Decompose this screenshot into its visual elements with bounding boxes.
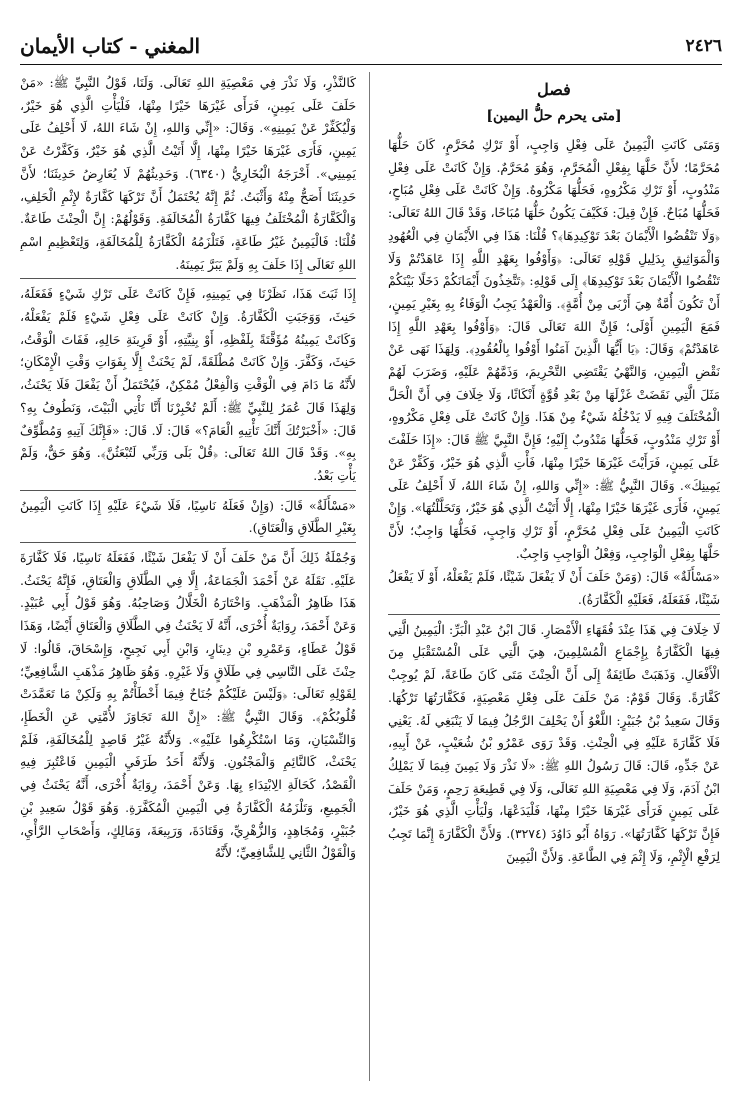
left-column (20, 72, 356, 1081)
column-divider (369, 72, 370, 1081)
paragraph: كَالنَّذْرِ، وَلَا نَذْرَ فِي مَعْصِيَةِ اللهِ تَعَالَى. وَلَنَا، قَوْلُ النَّبِيِّ ﷺ: «مَنْ حَلَفَ عَلَى يَمِينٍ، فَرَأَى غَيْرَهَا خَيْرًا مِنْهَا، فَلْيَأْتِ الَّذِي هُوَ خَيْرٌ، وَلْيُكَفِّرْ عَنْ يَمِينِهِ». وَقَالَ: «إِنِّي وَاللهِ، إِنْ شَاءَ اللهُ، لَا أَحْلِفُ عَلَى يَمِينٍ، فَأَرَى غَيْرَهَا خَيْرًا مِنْهَا، إِلَّا أَتَيْتُ الَّذِي هُوَ خَيْرٌ، وَكَفَّرْتُ عَنْ يَمِينِي». أَخْرَجَهُ الْبُخَارِيُّ (٦٣٤٠). وَحَدِيثُهُمْ لَا يُعَارِضُ حَدِيثَنَا؛ لأَنَّ حَدِيثَنَا أَصَحُّ مِنْهُ وَأَثْبَتُ. ثُمَّ إِنَّهُ يُحْتَمَلُ أَنَّ تَرْكَهَا كَفَّارَةٌ لإِثْمِ الْحَلِفِ، وَالْكَفَّارَةُ الْمُخْتَلَفُ فِيهَا كَفَّارَةُ الْمُخَالَفَةِ. وَقَوْلُهُمْ: إِنَّ الْحِنْثَ طَاعَةٌ. قُلْنَا: فَالْيَمِينُ غَيْرُ طَاعَةٍ، فَتَلْزَمُهُ الْكَفَّارَةُ لِلْمُخَالَفَةِ، وَلِتَعْظِيمِ اسْمِ اللهِ تَعَالَى إِذَا حَلَفَ بِهِ وَلَمْ يَبَرَّ يَمِينَهُ. (20, 72, 356, 279)
section-subheading: [متى يحرم حلُّ اليمين] (486, 108, 622, 124)
masala-paragraph: «مَسْأَلَةٌ» قَالَ: (وَمَنْ حَلَفَ أَنْ لَا يَفْعَلَ شَيْئًا، فَلَمْ يَفْعَلْهُ، أَوْ لَا يَفْعَلُ شَيْئًا، فَفَعَلَهُ، فَعَلَيْهِ الْكَفَّارَةُ). (388, 566, 720, 614)
paragraph: لَا خِلَافَ فِي هَذَا عِنْدَ فُقَهَاءِ الْأَمْصَارِ. قَالَ ابْنُ عَبْدِ الْبَرِّ: الْيَمِينُ الَّتِي فِيهَا الْكَفَّارَةُ بِإِجْمَاعِ الْمُسْلِمِينَ، هِيَ الَّتِي عَلَى الْمُسْتَقْبَلِ مِنَ الْأَفْعَالِ. وَذَهَبَتْ طَائِفَةٌ إِلَى أَنَّ الْحِنْثَ مَتَى كَانَ طَاعَةً، لَمْ يُوجِبْ كَفَّارَةً. وَقَالَ قَوْمٌ: مَنْ حَلَفَ عَلَى فِعْلِ مَعْصِيَةٍ، فَكَفَّارَتُهَا تَرْكُهَا. وَقَالَ سَعِيدُ بْنُ جُبَيْرٍ: اللَّغْوُ أَنْ يَحْلِفَ الرَّجُلُ فِيمَا لَا يَنْبَغِي لَهُ. يَعْنِي فَلَا كَفَّارَةَ عَلَيْهِ فِي الْحِنْثِ. وَقَدْ رَوَى عَمْرُو بْنُ شُعَيْبٍ، عَنْ أَبِيهِ، عَنْ جَدِّهِ، قَالَ: قَالَ رَسُولُ اللهِ ﷺ: «لَا نَذْرَ وَلَا يَمِينَ فِيمَا لَا يَمْلِكُ ابْنُ آدَمَ، وَلَا فِي مَعْصِيَةِ اللهِ تَعَالَى، وَلَا فِي قَطِيعَةِ رَحِمٍ، وَمَنْ حَلَفَ عَلَى يَمِينٍ فَرَأَى غَيْرَهَا خَيْرًا مِنْهَا، فَلْيَدَعْهَا، وَلْيَأْتِ الَّذِي هُوَ خَيْرٌ، فَإِنَّ تَرْكَهَا كَفَّارَتُهَا». رَوَاهُ أَبُو دَاوُدَ (٣٢٧٤). وَلأَنَّ الْكَفَّارَةَ إِنَّمَا تَجِبُ لِرَفْعِ الْإِثْمِ، وَلَا إِثْمَ فِي الطَّاعَةِ. وَلأَنَّ الْيَمِينَ (388, 621, 720, 864)
paragraph: وَمَتَى كَانَتِ الْيَمِينُ عَلَى فِعْلِ وَاجِبٍ، أَوْ تَرْكِ مُحَرَّمٍ، كَانَ حَلُّهَا مُحَرَّمًا؛ لأَنَّ حَلَّهَا بِفِعْلِ الْمُحَرَّمِ، وَهُوَ مُحَرَّمٌ. وَإِنْ كَانَتْ عَلَى فِعْلِ مَنْدُوبٍ، أَوْ تَرْكِ مَكْرُوهٍ، فَحَلُّهَا مَكْرُوهٌ. وَإِنْ كَانَتْ عَلَى فِعْلِ مُبَاحٍ، فَحَلُّهَا مُبَاحٌ. فَإِنْ قِيلَ: فَكَيْفَ يَكُونُ حَلُّهَا مُبَاحًا، وَقَدْ قَالَ اللهُ تَعَالَى: ﴿وَلَا تَنْقُضُوا الْأَيْمَانَ بَعْدَ تَوْكِيدِهَا﴾؟ قُلْنَا: هَذَا فِي الأَيْمَانِ فِي الْعُهُودِ وَالْمَوَاثِيقِ بِدَلِيلِ قَوْلِهِ تَعَالَى: ﴿وَأَوْفُوا بِعَهْدِ اللَّهِ إِذَا عَاهَدْتُمْ وَلَا تَنْقُضُوا الْأَيْمَانَ بَعْدَ تَوْكِيدِهَا﴾ إِلَى قَوْلِهِ: ﴿تَتَّخِذُونَ أَيْمَانَكُمْ دَخَلًا بَيْنَكُمْ أَنْ تَكُونَ أُمَّةٌ هِيَ أَرْبَى مِنْ أُمَّةٍ﴾. وَالْعَهْدُ يَجِبُ الْوَفَاءُ بِهِ بِغَيْرِ يَمِينٍ، فَمَعَ الْيَمِينِ أَوْلَى؛ فَإِنَّ اللهَ تَعَالَى قَالَ: ﴿وَأَوْفُوا بِعَهْدِ اللَّهِ إِذَا عَاهَدْتُمْ﴾ وَقَالَ: ﴿يَا أَيُّهَا الَّذِينَ آمَنُوا أَوْفُوا بِالْعُقُودِ﴾. وَلِهَذَا نَهَى عَنْ نَقْضِ الْيَمِينِ، وَالنَّهْيُ يَقْتَضِي التَّحْرِيمَ، وَذَمَّهُمْ عَلَيْهِ، وَضَرَبَ لَهُمْ مَثَلَ الَّتِي نَقَضَتْ غَزْلَهَا مِنْ بَعْدِ قُوَّةٍ أَنْكَاثًا، وَلَا خِلَافَ فِي أَنَّ الْحَلَّ الْمُخْتَلَفَ فِيهِ لَا يَدْخُلُهُ شَيْءٌ مِنْ هَذَا. وَإِنْ كَانَتْ عَلَى فِعْلِ مَكْرُوهٍ، أَوْ تَرْكِ مَنْدُوبٍ، فَحَلُّهَا مَنْدُوبٌ إِلَيْهِ؛ فَإِنَّ النَّبِيَّ ﷺ قَالَ: «إِذَا حَلَفْتَ عَلَى يَمِينٍ، فَرَأَيْتَ غَيْرَهَا خَيْرًا مِنْهَا، فَأْتِ الَّذِي هُوَ خَيْرٌ، وَكَفِّرْ عَنْ يَمِينِكَ». وَقَالَ النَّبِيُّ ﷺ: «إِنِّي وَاللهِ، إِنْ شَاءَ اللهُ، لَا أَحْلِفُ عَلَى يَمِينٍ، فَأَرَى غَيْرَهَا خَيْرًا مِنْهَا، إِلَّا أَتَيْتُ الَّذِي هُوَ خَيْرٌ، وَتَحَلَّلْتُهَا». وَإِنْ كَانَتِ الْيَمِينُ عَلَى فِعْلِ مُحَرَّمٍ، أَوْ تَرْكِ وَاجِبٍ، فَحَلُّهَا وَاجِبٌ؛ لأَنَّ حَلَّهَا بِفِعْلِ الْوَاجِبِ، وَفِعْلُ الْوَاجِبِ وَاجِبٌ. (388, 137, 720, 561)
masala-paragraph: «مَسْأَلَةٌ» قَالَ: (وَإِنْ فَعَلَهُ نَاسِيًا، فَلَا شَيْءَ عَلَيْهِ إِذَا كَانَتِ الْيَمِينُ بِغَيْرِ الطَّلَاقِ وَالْعَتَاقِ). (20, 495, 356, 543)
page-number: ٢٤٢٦ (685, 36, 722, 56)
section-heading: فصل (537, 80, 571, 99)
paragraph: إِذَا ثَبَتَ هَذَا، نَظَرْنَا فِي يَمِينِهِ، فَإِنْ كَانَتْ عَلَى تَرْكِ شَيْءٍ فَفَعَلَهُ، حَنِثَ، وَوَجَبَتِ الْكَفَّارَةُ. وَإِنْ كَانَتْ عَلَى فِعْلِ شَيْءٍ فَلَمْ يَفْعَلْهُ، وَكَانَتْ يَمِينُهُ مُؤَقَّتَةً بِلَفْظِهِ، أَوْ بِنِيَّتِهِ، أَوْ قَرِينَةِ حَالِهِ، فَفَاتَ الْوَقْتُ، حَنِثَ، وَكَفَّرَ. وَإِنْ كَانَتْ مُطْلَقَةً، لَمْ يَحْنَثْ إِلَّا بِفَوَاتِ وَقْتِ الْإِمْكَانِ؛ لأَنَّهُ مَا دَامَ فِي الْوَقْتِ وَالْفِعْلُ مُمْكِنٌ، فَيُحْتَمَلُ أَنْ يَفْعَلَ فَلَا يَحْنَثُ، وَلِهَذَا قَالَ عُمَرُ لِلنَّبِيِّ ﷺ: أَلَمْ تُخْبِرْنَا أَنَّا نَأْتِي الْبَيْتَ، وَنَطُوفُ بِهِ؟ قَالَ: «أَخْبَرْتُكَ أَنَّكَ تَأْتِيهِ الْعَامَ؟» قَالَ: لَا. قَالَ: «فَإِنَّكَ آتِيهِ وَمُطَّوِّفٌ بِهِ». وَقَدْ قَالَ اللهُ تَعَالَى: ﴿قُلْ بَلَى وَرَبِّي لَتُبْعَثُنَّ﴾. وَهُوَ حَقٌّ، وَلَمْ يَأْتِ بَعْدُ. (20, 283, 356, 490)
running-title: المغني - كتاب الأيمان (20, 34, 201, 58)
paragraph: وَجُمْلَةُ ذَلِكَ أَنَّ مَنْ حَلَفَ أَنْ لَا يَفْعَلَ شَيْئًا، فَفَعَلَهُ نَاسِيًا، فَلَا كَفَّارَةَ عَلَيْهِ. نَقَلَهُ عَنْ أَحْمَدَ الْجَمَاعَةُ، إِلَّا فِي الطَّلَاقِ وَالْعَتَاقِ، فَإِنَّهُ يَحْنَثُ. هَذَا ظَاهِرُ الْمَذْهَبِ. وَاخْتَارَهُ الْخَلَّالُ وَصَاحِبُهُ. وَهُوَ قَوْلُ أَبِي عُبَيْدٍ. وَعَنْ أَحْمَدَ، رِوَايَةٌ أُخْرَى، أَنَّهُ لَا يَحْنَثُ فِي الطَّلَاقِ وَالْعَتَاقِ أَيْضًا، وَهَذَا قَوْلُ عَطَاءٍ، وَعَمْرِو بْنِ دِينَارٍ، وَابْنِ أَبِي نَجِيحٍ، وَإِسْحَاقَ، قَالُوا: لَا حِنْثَ عَلَى النَّاسِي فِي طَلَاقٍ وَلَا غَيْرِهِ. وَهُوَ ظَاهِرُ مَذْهَبِ الشَّافِعِيِّ؛ لِقَوْلِهِ تَعَالَى: ﴿وَلَيْسَ عَلَيْكُمْ جُنَاحٌ فِيمَا أَخْطَأْتُمْ بِهِ وَلَكِنْ مَا تَعَمَّدَتْ قُلُوبُكُمْ﴾. وَقَالَ النَّبِيُّ ﷺ: «إِنَّ اللهَ تَجَاوَزَ لأُمَّتِي عَنِ الْخَطَإِ، وَالنِّسْيَانِ، وَمَا اسْتُكْرِهُوا عَلَيْهِ». وَلأَنَّهُ غَيْرُ قَاصِدٍ لِلْمُخَالَفَةِ، فَلَمْ يَحْنَثْ، كَالنَّائِمِ وَالْمَجْنُونِ. وَلأَنَّهُ أَحَدُ طَرَفَيِ الْيَمِينِ فَاعْتُبِرَ فِيهِ الْقَصْدُ، كَحَالَةِ الِابْتِدَاءِ بِهَا. وَعَنْ أَحْمَدَ، رِوَايَةٌ أُخْرَى، أَنَّهُ يَحْنَثُ فِي الْجَمِيعِ، وَتَلْزَمُهُ الْكَفَّارَةُ فِي الْيَمِينِ الْمُكَفَّرَةِ. وَهُوَ قَوْلُ سَعِيدِ بْنِ جُبَيْرٍ، وَمُجَاهِدٍ، وَالزُّهْرِيِّ، وَقَتَادَةَ، وَرَبِيعَةَ، وَمَالِكٍ، وَأَصْحَابِ الرَّأْيِ، وَالْقَوْلُ الثَّانِي لِلشَّافِعِيِّ؛ لأَنَّهُ (20, 550, 356, 861)
page-header (20, 28, 722, 65)
right-column (388, 72, 720, 1081)
